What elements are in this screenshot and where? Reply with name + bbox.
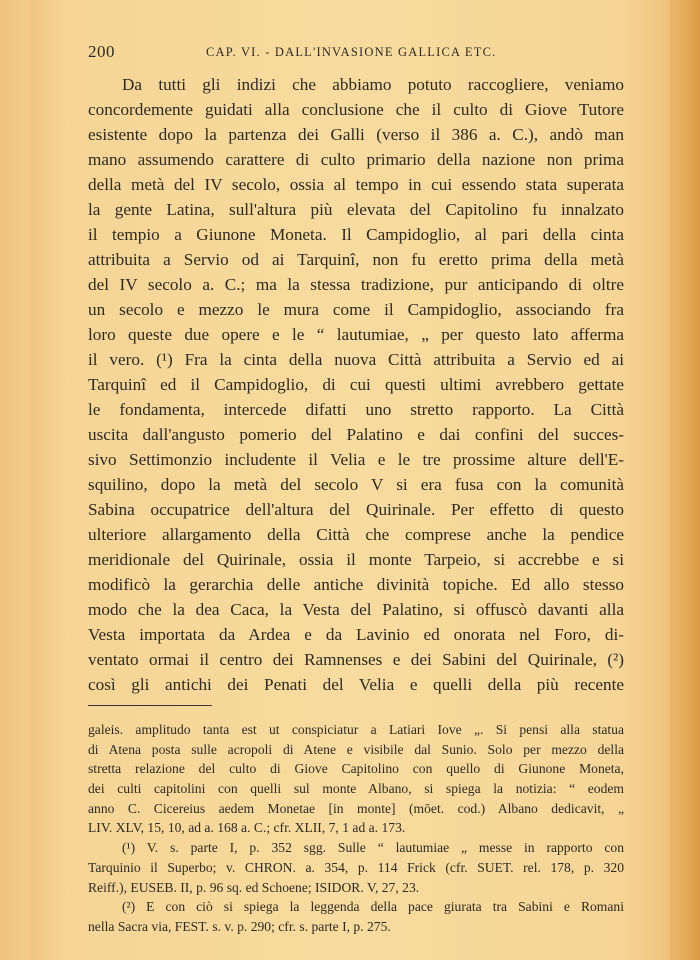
page-edge-left [0,0,30,960]
body-line: un secolo e mezzo le mura come il Campidoglio, associando fra [88,300,624,319]
body-line: Vesta importata da Ardea e da Lavinio ed onorata nel Foro, di- [88,625,624,644]
footnote-line: galeis. amplitudo tanta est ut conspiciatur a Latiari Iove „. Si pensi alla statua [88,722,624,737]
body-line: il vero. (¹) Fra la cinta della nuova Città attribuita a Servio ed ai [88,350,624,369]
body-line: Tarquinî ed il Campidoglio, di cui questi ultimi avrebbero gettate [88,375,624,394]
page-number: 200 [88,42,115,61]
running-title: CAP. VI. - DALL'INVASIONE GALLICA ETC. [206,45,497,59]
body-line: del IV secolo a. C.; ma la stessa tradizione, pur anticipando di oltre [88,275,624,294]
body-line: squilino, dopo la metà del secolo V si era fusa con la comunità [88,475,624,494]
body-line: la gente Latina, sull'altura più elevata del Capitolino fu innalzato [88,200,624,219]
body-line: esistente dopo la partenza dei Galli (verso il 386 a. C.), andò man [88,125,624,144]
footnote-line: stretta relazione del culto di Giove Capitolino con quello di Giunone Moneta, [88,761,624,777]
footnote-line: dei culti capitolini con quelli sul monte Albano, si spiega la notizia: “ eodem [88,781,624,797]
body-line: ulteriore allargamento della Città che comprese anche la pendice [88,525,624,544]
footnote-2: (²) E con ciò si spiega la leggenda della pace giurata tra Sabini e Romani [122,899,624,915]
body-line: mano assumendo carattere di culto primario della nazione non prima [88,150,624,169]
footnote-1: (¹) V. s. parte I, p. 352 sgg. Sulle “ lautumiae „ messe in rapporto con [122,840,624,856]
body-line: della metà del IV secolo, ossia al tempo in cui essendo stata superata [88,175,624,194]
body-line: Sabina occupatrice dell'altura del Quirinale. Per effetto di questo [88,500,624,519]
body-line: attribuita a Servio od ai Tarquinî, non fu eretto prima della metà [88,250,624,269]
body-line: le fondamenta, intercede difatti uno stretto rapporto. La Città [88,400,624,419]
body-line: sivo Settimonzio includente il Velia e le tre prossime alture dell'E- [88,450,624,469]
footnote-line: di Atena posta sulle acropoli di Atene e visibile dal Sunio. Solo per mezzo della [88,741,624,757]
body-line: il tempio a Giunone Moneta. Il Campidoglio, al pari della cinta [88,225,624,244]
footnote-line: nella Sacra via, FEST. s. v. p. 290; cfr. s. parte I, p. 275. [88,918,391,934]
footnote-line: Tarquinio il Superbo; v. CHRON. a. 354, p. 114 Frick (cfr. SUET. rel. 178, p. 320 [88,859,624,875]
main-text [88,72,624,697]
body-line: uscita dall'angusto pomerio del Palatino e dai confini del succes- [88,425,624,444]
body-line: così gli antichi dei Penati del Velia e quelli della più recente [88,675,624,694]
body-line: loro queste due opere e le “ lautumiae, „ per questo lato afferma [88,325,624,344]
body-line: ventato ormai il centro dei Ramnenses e dei Sabini del Quirinale, (²) [88,650,624,669]
body-line: meridionale del Quirinale, ossia il monte Tarpeio, si accrebbe e si [88,550,624,569]
body-line: modo che la dea Caca, la Vesta del Palatino, si offuscò davanti alla [88,600,624,619]
footnote-rule [88,705,212,706]
footnotes [88,720,624,937]
body-line: Da tutti gli indizi che abbiamo potuto raccogliere, veniamo [122,75,624,94]
body-line: modificò la gerarchia delle antiche divinità topiche. Ed allo stesso [88,575,624,594]
footnote-line: anno C. Cicereius aedem Monetae [in monte] (mōet. cod.) Albano dedicavit, „ [88,800,624,816]
body-line: concordemente guidati alla conclusione che il culto di Giove Tutore [88,100,624,119]
page-header [88,42,624,64]
footnote-line: LIV. XLV, 15, 10, ad a. 168 a. C.; cfr. XLII, 7, 1 ad a. 173. [88,820,406,836]
page-edge-right [670,0,700,960]
footnote-line: Reiff.), EUSEB. II, p. 96 sq. ed Schoene; ISIDOR. V, 27, 23. [88,879,420,895]
